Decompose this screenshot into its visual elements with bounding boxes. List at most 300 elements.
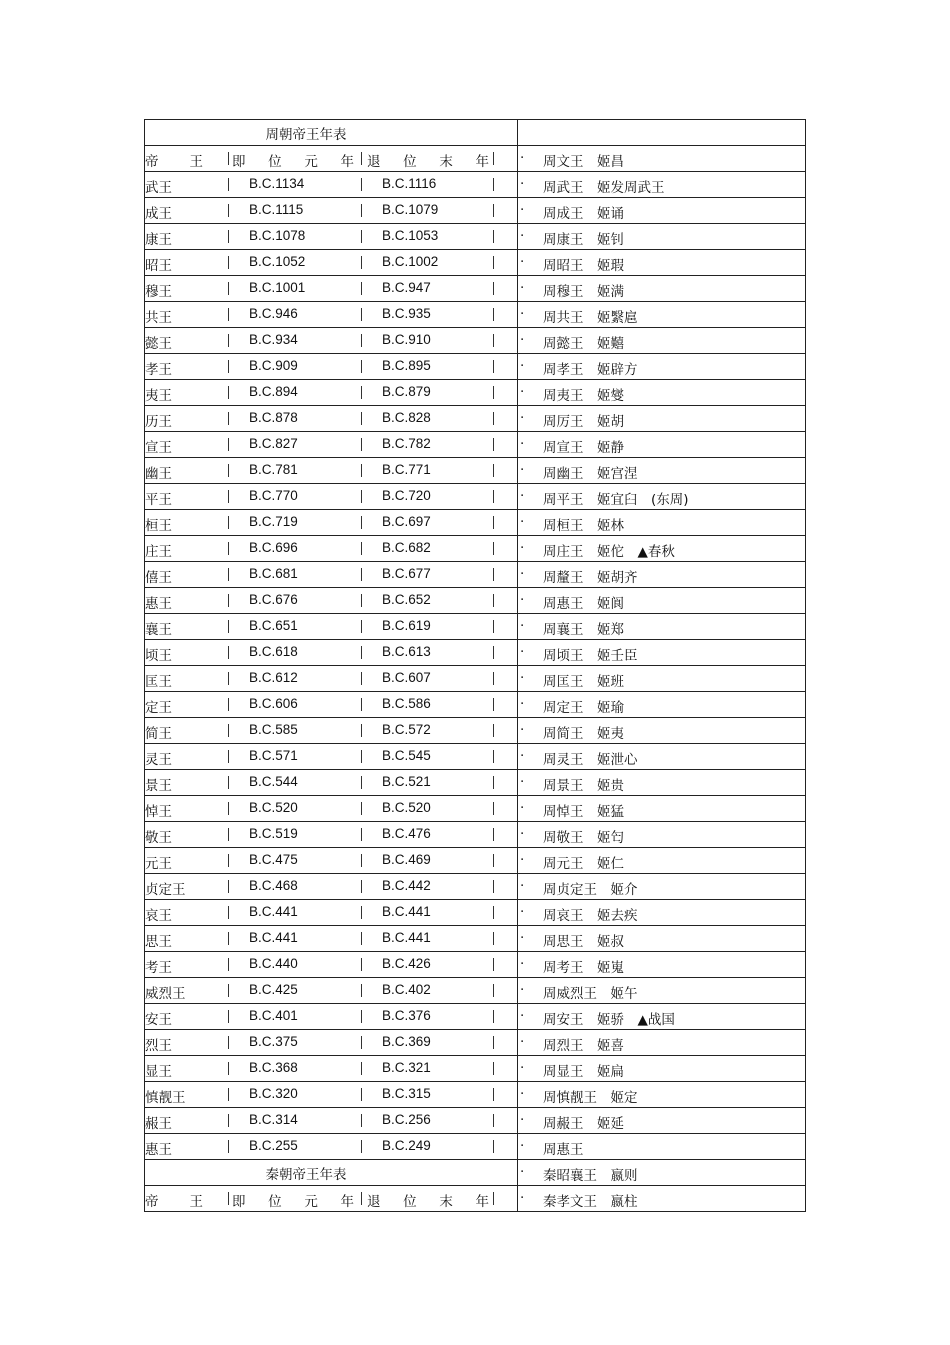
king-name: 景王 bbox=[145, 778, 172, 794]
start-year: B.C.441 bbox=[249, 904, 298, 919]
end-year: B.C.1116 bbox=[382, 176, 437, 191]
start-year: B.C.909 bbox=[249, 358, 298, 373]
reign-cell bbox=[145, 978, 518, 1004]
bullet-dot: · bbox=[520, 748, 525, 764]
right-note-text: 秦昭襄王 嬴则 bbox=[543, 1168, 638, 1184]
end-year: B.C.697 bbox=[382, 514, 431, 529]
column-divider bbox=[493, 698, 494, 711]
king-name: 哀王 bbox=[145, 908, 172, 924]
column-divider bbox=[493, 828, 494, 841]
column-divider bbox=[493, 1192, 494, 1205]
column-divider bbox=[493, 1088, 494, 1101]
column-divider bbox=[228, 282, 229, 295]
end-year: B.C.607 bbox=[382, 670, 431, 685]
end-year: B.C.442 bbox=[382, 878, 431, 893]
column-divider bbox=[361, 282, 362, 295]
qin-header-cell bbox=[145, 1186, 518, 1212]
right-note-cell bbox=[518, 718, 806, 744]
zhou-header-cell bbox=[145, 146, 518, 172]
end-year: B.C.782 bbox=[382, 436, 431, 451]
right-note-cell bbox=[518, 562, 806, 588]
king-name: 顷王 bbox=[145, 648, 172, 664]
start-year: B.C.544 bbox=[249, 774, 298, 789]
column-divider bbox=[493, 724, 494, 737]
start-year: B.C.425 bbox=[249, 982, 298, 997]
end-year: B.C.321 bbox=[382, 1060, 431, 1075]
right-note-text: 周穆王 姬满 bbox=[543, 284, 624, 300]
column-divider bbox=[493, 204, 494, 217]
table-row bbox=[145, 614, 806, 640]
column-divider bbox=[228, 152, 229, 165]
reign-cell bbox=[145, 1004, 518, 1030]
start-year: B.C.1052 bbox=[249, 254, 306, 269]
column-divider bbox=[493, 958, 494, 971]
right-note-text: 周懿王 姬囏 bbox=[543, 336, 624, 352]
right-note-cell bbox=[518, 744, 806, 770]
column-divider bbox=[228, 1114, 229, 1127]
end-year: B.C.1002 bbox=[382, 254, 439, 269]
reign-cell bbox=[145, 1030, 518, 1056]
right-note-cell bbox=[518, 770, 806, 796]
start-year: B.C.440 bbox=[249, 956, 298, 971]
bullet-dot: · bbox=[520, 358, 525, 374]
end-year: B.C.476 bbox=[382, 826, 431, 841]
column-divider bbox=[228, 828, 229, 841]
column-divider bbox=[228, 776, 229, 789]
column-divider bbox=[228, 1192, 229, 1205]
start-year: B.C.1001 bbox=[249, 280, 306, 295]
column-divider bbox=[228, 1140, 229, 1153]
start-year: B.C.368 bbox=[249, 1060, 298, 1075]
table-row bbox=[145, 1134, 806, 1160]
bullet-dot: · bbox=[520, 280, 525, 296]
header-end-year bbox=[367, 1190, 489, 1210]
reign-cell bbox=[145, 302, 518, 328]
column-divider bbox=[493, 412, 494, 425]
column-divider bbox=[493, 1010, 494, 1023]
table-row bbox=[145, 1082, 806, 1108]
right-note-text: 周哀王 姬去疾 bbox=[543, 908, 638, 924]
header-king: 帝 王 bbox=[145, 154, 203, 170]
end-year: B.C.545 bbox=[382, 748, 431, 763]
right-note-cell bbox=[518, 952, 806, 978]
column-divider bbox=[493, 542, 494, 555]
end-year: B.C.469 bbox=[382, 852, 431, 867]
table-row bbox=[145, 562, 806, 588]
bullet-dot: · bbox=[520, 826, 525, 842]
right-note-cell bbox=[518, 1108, 806, 1134]
right-note-cell bbox=[518, 510, 806, 536]
end-year: B.C.619 bbox=[382, 618, 431, 633]
right-note-text: 周夷王 姬燮 bbox=[543, 388, 624, 404]
column-divider bbox=[228, 386, 229, 399]
right-note-text: 周庄王 姬佗 ▲春秋 bbox=[543, 544, 675, 560]
column-divider bbox=[493, 178, 494, 191]
right-note-cell bbox=[518, 172, 806, 198]
right-note-text: 周厉王 姬胡 bbox=[543, 414, 624, 430]
right-note-text: 周慎靓王 姬定 bbox=[543, 1090, 638, 1106]
right-note-cell bbox=[518, 848, 806, 874]
reign-cell bbox=[145, 666, 518, 692]
bullet-dot: · bbox=[520, 1086, 525, 1102]
table-row bbox=[145, 718, 806, 744]
table-row bbox=[145, 796, 806, 822]
column-divider bbox=[228, 542, 229, 555]
header-char: 年 bbox=[340, 1194, 354, 1210]
right-note-text: 周考王 姬嵬 bbox=[543, 960, 624, 976]
column-divider bbox=[493, 620, 494, 633]
reign-cell bbox=[145, 1134, 518, 1160]
right-note-text: 周武王 姬发周武王 bbox=[543, 180, 665, 196]
column-divider bbox=[361, 386, 362, 399]
king-name: 敬王 bbox=[145, 830, 172, 846]
start-year: B.C.606 bbox=[249, 696, 298, 711]
right-note-text: 周简王 姬夷 bbox=[543, 726, 624, 742]
column-divider bbox=[228, 932, 229, 945]
bullet-dot: · bbox=[520, 566, 525, 582]
bullet-dot: · bbox=[520, 618, 525, 634]
king-name: 夷王 bbox=[145, 388, 172, 404]
qin-header-row bbox=[145, 1186, 806, 1212]
reign-cell bbox=[145, 718, 518, 744]
right-note-cell bbox=[518, 926, 806, 952]
right-note-text: 周景王 姬贵 bbox=[543, 778, 624, 794]
bullet-dot: · bbox=[520, 436, 525, 452]
table-row bbox=[145, 510, 806, 536]
column-divider bbox=[228, 854, 229, 867]
header-end-year: 退 位 末 年 bbox=[367, 154, 489, 170]
bullet-dot: · bbox=[520, 1060, 525, 1076]
king-name: 惠王 bbox=[145, 1142, 172, 1158]
right-note-text: 周灵王 姬泄心 bbox=[543, 752, 638, 768]
dynasty-table bbox=[144, 119, 806, 1212]
start-year: B.C.1134 bbox=[249, 176, 305, 191]
column-divider bbox=[493, 1114, 494, 1127]
column-divider bbox=[228, 646, 229, 659]
start-year: B.C.255 bbox=[249, 1138, 298, 1153]
right-note-text: 周文王 姬昌 bbox=[543, 154, 624, 170]
end-year: B.C.935 bbox=[382, 306, 431, 321]
end-year: B.C.652 bbox=[382, 592, 431, 607]
reign-cell bbox=[145, 744, 518, 770]
header-char: 即 bbox=[232, 1194, 246, 1210]
start-year: B.C.441 bbox=[249, 930, 298, 945]
start-year: B.C.681 bbox=[249, 566, 298, 581]
bullet-dot: · bbox=[520, 410, 525, 426]
column-divider bbox=[361, 1088, 362, 1101]
right-note-cell bbox=[518, 1004, 806, 1030]
table-row bbox=[145, 822, 806, 848]
start-year: B.C.401 bbox=[249, 1008, 298, 1023]
right-note-text: 周元王 姬仁 bbox=[543, 856, 624, 872]
bullet-dot: · bbox=[520, 722, 525, 738]
table-row bbox=[145, 1056, 806, 1082]
king-name: 元王 bbox=[145, 856, 172, 872]
qin-title-cell bbox=[145, 1160, 518, 1186]
right-note-cell bbox=[518, 198, 806, 224]
reign-cell bbox=[145, 562, 518, 588]
table-row bbox=[145, 198, 806, 224]
column-divider bbox=[361, 1192, 362, 1205]
column-divider bbox=[228, 464, 229, 477]
king-name: 僖王 bbox=[145, 570, 172, 586]
table-row bbox=[145, 900, 806, 926]
king-name: 考王 bbox=[145, 960, 172, 976]
end-year: B.C.613 bbox=[382, 644, 431, 659]
start-year: B.C.781 bbox=[249, 462, 298, 477]
king-name: 平王 bbox=[145, 492, 172, 508]
start-year: B.C.375 bbox=[249, 1034, 298, 1049]
table-row bbox=[145, 328, 806, 354]
bullet-dot: · bbox=[520, 878, 525, 894]
table-row bbox=[145, 224, 806, 250]
king-name: 悼王 bbox=[145, 804, 172, 820]
header-char: 退 bbox=[367, 1194, 381, 1210]
column-divider bbox=[493, 1036, 494, 1049]
bullet-dot: · bbox=[520, 384, 525, 400]
right-note-cell bbox=[518, 640, 806, 666]
column-divider bbox=[493, 282, 494, 295]
bullet-dot: · bbox=[520, 462, 525, 478]
king-name: 穆王 bbox=[145, 284, 172, 300]
column-divider bbox=[493, 152, 494, 165]
bullet-dot: · bbox=[520, 306, 525, 322]
start-year: B.C.946 bbox=[249, 306, 298, 321]
right-note-text: 周幽王 姬宫涅 bbox=[543, 466, 638, 482]
right-note-cell bbox=[518, 796, 806, 822]
end-year: B.C.249 bbox=[382, 1138, 431, 1153]
column-divider bbox=[361, 594, 362, 607]
column-divider bbox=[361, 1062, 362, 1075]
column-divider bbox=[228, 1062, 229, 1075]
bullet-dot: · bbox=[520, 956, 525, 972]
bullet-dot: · bbox=[520, 644, 525, 660]
right-note-text: 周匡王 姬班 bbox=[543, 674, 624, 690]
column-divider bbox=[493, 854, 494, 867]
column-divider bbox=[493, 568, 494, 581]
column-divider bbox=[493, 750, 494, 763]
column-divider bbox=[228, 906, 229, 919]
start-year: B.C.770 bbox=[249, 488, 298, 503]
table-row bbox=[145, 302, 806, 328]
bullet-dot: · bbox=[520, 774, 525, 790]
column-divider bbox=[361, 542, 362, 555]
table-row bbox=[145, 458, 806, 484]
end-year: B.C.682 bbox=[382, 540, 431, 555]
right-note-cell bbox=[518, 900, 806, 926]
start-year: B.C.612 bbox=[249, 670, 298, 685]
table-row bbox=[145, 666, 806, 692]
table-row bbox=[145, 952, 806, 978]
column-divider bbox=[361, 490, 362, 503]
bullet-dot: · bbox=[520, 150, 525, 166]
column-divider bbox=[228, 204, 229, 217]
right-note-text: 周悼王 姬猛 bbox=[543, 804, 624, 820]
right-note-text: 周安王 姬骄 ▲战国 bbox=[543, 1012, 675, 1028]
right-note-cell bbox=[518, 380, 806, 406]
end-year: B.C.402 bbox=[382, 982, 431, 997]
right-note-cell bbox=[518, 302, 806, 328]
king-name: 惠王 bbox=[145, 596, 172, 612]
start-year: B.C.475 bbox=[249, 852, 298, 867]
start-year: B.C.878 bbox=[249, 410, 298, 425]
reign-cell bbox=[145, 224, 518, 250]
column-divider bbox=[361, 152, 362, 165]
reign-cell bbox=[145, 952, 518, 978]
reign-cell bbox=[145, 406, 518, 432]
bullet-dot: · bbox=[520, 1112, 525, 1128]
bullet-dot: · bbox=[520, 1190, 525, 1206]
column-divider bbox=[361, 334, 362, 347]
king-name: 庄王 bbox=[145, 544, 172, 560]
end-year: B.C.256 bbox=[382, 1112, 431, 1127]
column-divider bbox=[493, 386, 494, 399]
column-divider bbox=[228, 308, 229, 321]
right-note-text: 周襄王 姬郑 bbox=[543, 622, 624, 638]
start-year: B.C.696 bbox=[249, 540, 298, 555]
column-divider bbox=[361, 568, 362, 581]
column-divider bbox=[493, 334, 494, 347]
reign-cell bbox=[145, 926, 518, 952]
right-note-cell bbox=[518, 1160, 806, 1186]
king-name: 慎靓王 bbox=[145, 1090, 186, 1106]
reign-cell bbox=[145, 328, 518, 354]
table-row bbox=[145, 848, 806, 874]
king-name: 成王 bbox=[145, 206, 172, 222]
start-year: B.C.571 bbox=[249, 748, 298, 763]
column-divider bbox=[361, 750, 362, 763]
column-divider bbox=[493, 490, 494, 503]
column-divider bbox=[361, 1036, 362, 1049]
column-divider bbox=[493, 464, 494, 477]
column-divider bbox=[361, 438, 362, 451]
end-year: B.C.520 bbox=[382, 800, 431, 815]
table-row bbox=[145, 406, 806, 432]
end-year: B.C.677 bbox=[382, 566, 431, 581]
bullet-dot: · bbox=[520, 696, 525, 712]
right-note-text: 周敬王 姬匄 bbox=[543, 830, 624, 846]
start-year: B.C.314 bbox=[249, 1112, 298, 1127]
table-row bbox=[145, 276, 806, 302]
right-note-text: 周定王 姬瑜 bbox=[543, 700, 624, 716]
king-name: 灵王 bbox=[145, 752, 172, 768]
right-note-text: 周孝王 姬辟方 bbox=[543, 362, 638, 378]
column-divider bbox=[228, 178, 229, 191]
bullet-dot: · bbox=[520, 1034, 525, 1050]
right-note-cell bbox=[518, 354, 806, 380]
header-char: 年 bbox=[475, 1194, 489, 1210]
column-divider bbox=[493, 1062, 494, 1075]
column-divider bbox=[493, 906, 494, 919]
start-year: B.C.827 bbox=[249, 436, 298, 451]
start-year: B.C.468 bbox=[249, 878, 298, 893]
reign-cell bbox=[145, 380, 518, 406]
right-note-text: 周烈王 姬喜 bbox=[543, 1038, 624, 1054]
start-year: B.C.651 bbox=[249, 618, 298, 633]
zhou-table-title: 周朝帝王年表 bbox=[265, 126, 347, 143]
column-divider bbox=[361, 360, 362, 373]
start-year: B.C.1115 bbox=[249, 202, 304, 217]
right-note-text: 周惠王 姬阆 bbox=[543, 596, 624, 612]
column-divider bbox=[228, 620, 229, 633]
column-divider bbox=[361, 698, 362, 711]
right-note-cell bbox=[518, 1082, 806, 1108]
start-year: B.C.585 bbox=[249, 722, 298, 737]
table-row bbox=[145, 1004, 806, 1030]
column-divider bbox=[228, 750, 229, 763]
king-name: 贞定王 bbox=[145, 882, 186, 898]
king-name: 康王 bbox=[145, 232, 172, 248]
column-divider bbox=[493, 230, 494, 243]
reign-cell bbox=[145, 770, 518, 796]
table-row bbox=[145, 640, 806, 666]
right-note-cell bbox=[518, 614, 806, 640]
king-name: 显王 bbox=[145, 1064, 172, 1080]
end-year: B.C.720 bbox=[382, 488, 431, 503]
column-divider bbox=[361, 464, 362, 477]
start-year: B.C.894 bbox=[249, 384, 298, 399]
column-divider bbox=[493, 776, 494, 789]
end-year: B.C.572 bbox=[382, 722, 431, 737]
right-note-text: 周釐王 姬胡齐 bbox=[543, 570, 638, 586]
table-row bbox=[145, 692, 806, 718]
end-year: B.C.879 bbox=[382, 384, 431, 399]
king-name: 懿王 bbox=[145, 336, 172, 352]
column-divider bbox=[493, 256, 494, 269]
start-year: B.C.618 bbox=[249, 644, 298, 659]
end-year: B.C.947 bbox=[382, 280, 431, 295]
table-row bbox=[145, 744, 806, 770]
right-note-text: 周惠王 bbox=[543, 1142, 584, 1158]
right-note-text: 周显王 姬扁 bbox=[543, 1064, 624, 1080]
reign-cell bbox=[145, 900, 518, 926]
king-name: 定王 bbox=[145, 700, 172, 716]
column-divider bbox=[228, 1088, 229, 1101]
bullet-dot: · bbox=[520, 1164, 525, 1180]
right-note-text: 周思王 姬叔 bbox=[543, 934, 624, 950]
column-divider bbox=[361, 672, 362, 685]
column-divider bbox=[361, 620, 362, 633]
reign-cell bbox=[145, 1108, 518, 1134]
right-note-cell bbox=[518, 692, 806, 718]
column-divider bbox=[228, 984, 229, 997]
column-divider bbox=[493, 984, 494, 997]
table-row bbox=[145, 770, 806, 796]
reign-cell bbox=[145, 1056, 518, 1082]
column-divider bbox=[361, 880, 362, 893]
column-divider bbox=[361, 1140, 362, 1153]
right-note-text: 周桓王 姬林 bbox=[543, 518, 624, 534]
end-year: B.C.521 bbox=[382, 774, 431, 789]
zhou-header-row bbox=[145, 146, 806, 172]
column-divider bbox=[228, 360, 229, 373]
zhou-title-row bbox=[145, 120, 806, 146]
right-note-cell bbox=[518, 1056, 806, 1082]
qin-table-title: 秦朝帝王年表 bbox=[265, 1166, 347, 1183]
column-divider bbox=[228, 230, 229, 243]
reign-cell bbox=[145, 510, 518, 536]
right-note-cell bbox=[518, 432, 806, 458]
end-year: B.C.828 bbox=[382, 410, 431, 425]
king-name: 襄王 bbox=[145, 622, 172, 638]
column-divider bbox=[228, 412, 229, 425]
header-king bbox=[145, 1190, 203, 1210]
right-note-cell bbox=[518, 146, 806, 172]
column-divider bbox=[493, 438, 494, 451]
column-divider bbox=[361, 906, 362, 919]
header-char: 位 bbox=[268, 1194, 282, 1210]
right-note-cell bbox=[518, 874, 806, 900]
